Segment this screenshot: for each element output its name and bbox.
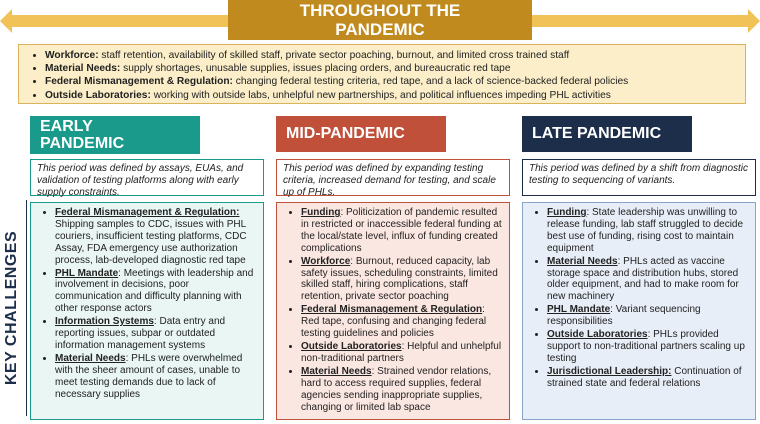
early-title-line-2: PANDEMIC — [40, 135, 125, 152]
challenge-text: : State leadership was unwilling to release funding, lab staff struggled to decide best use of funding, rising cost to maintain equipment — [547, 207, 744, 254]
challenge-text: Shipping samples to CDC, issues with PHL couriers, insufficient testing platforms, CDC Assay, FDA emergency use authorization process, lab-developed diagnostic red tape — [55, 218, 247, 266]
late-description: This period was defined by a shift from diagnostic testing to sequencing of variants. — [522, 159, 756, 196]
late-pandemic-header: LATE PANDEMIC — [522, 116, 692, 152]
challenge-label: Workforce — [301, 255, 351, 267]
challenge-text: Continuation of strained state and federal relations — [547, 365, 742, 389]
challenge-item — [301, 366, 503, 414]
theme-item — [45, 62, 735, 75]
theme-label: Outside Laboratories: — [45, 89, 151, 101]
challenge-item — [55, 268, 257, 316]
late-challenges-list — [527, 207, 749, 390]
challenge-item — [301, 207, 503, 255]
challenge-item — [301, 256, 503, 304]
challenge-text: : Data entry and reporting issues, subpar or outdated information management systems — [55, 316, 226, 351]
challenge-text: : Strained vendor relations, hard to access required supplies, federal agencies sending inappropriate supplies, changing or limited lab space — [301, 365, 492, 413]
challenge-text: : PHLs acted as vaccine storage space and distribution hubs, stored older equipment, and had to make room for new machinery — [547, 255, 739, 303]
theme-label: Federal Mismanagement & Regulation: — [45, 76, 233, 88]
challenge-text: : PHLs were overwhelmed with the sheer amount of cases, unable to meet testing demands due to lack of necessary supplies — [55, 352, 243, 400]
right-timeline-arrow — [530, 9, 760, 33]
title-line-2: PANDEMIC — [335, 20, 425, 39]
challenge-item — [301, 341, 503, 365]
challenge-item — [547, 329, 749, 365]
challenge-label: Outside Laboratories — [301, 340, 402, 352]
overarching-themes-box — [18, 44, 746, 104]
challenge-text: : Variant sequencing responsibilities — [547, 304, 701, 328]
challenge-item — [547, 366, 749, 390]
challenge-text: : Politicization of pandemic resulted in restricted or inaccessible federal funding at the local/state level, influx of funding created complications — [301, 207, 502, 254]
challenge-item — [55, 353, 257, 401]
mid-challenges-list — [281, 207, 503, 413]
throughout-pandemic-title — [228, 0, 532, 40]
early-challenges-list — [35, 207, 257, 401]
theme-item — [45, 49, 735, 62]
themes-list — [29, 49, 735, 102]
early-title-line-1: EARLY — [40, 118, 93, 135]
challenge-text: : Red tape, confusing and changing federal testing guidelines and policies — [301, 304, 487, 340]
mid-challenges-box — [276, 202, 510, 420]
key-challenges-text: KEY CHALLENGES — [3, 230, 20, 386]
theme-text: supply shortages, unusable supplies, issues placing orders, and bureaucratic red tape — [120, 63, 511, 75]
title-line-1: THROUGHOUT THE — [299, 1, 461, 20]
challenge-label: Outside Laboratories — [547, 329, 648, 341]
challenge-text: : PHLs provided support to non-traditional partners scaling up testing — [547, 329, 745, 364]
challenge-label: Federal Mismanagement & Regulation: — [55, 207, 240, 218]
challenge-label: Material Needs — [55, 352, 126, 364]
challenge-label: Material Needs — [301, 365, 372, 377]
theme-text: staff retention, availability of skilled staff, private sector poaching, burnout, and limited cross trained staff — [98, 50, 570, 61]
side-divider — [26, 200, 27, 416]
early-challenges-box — [30, 202, 264, 420]
challenge-label: Material Needs — [547, 255, 618, 267]
challenge-text: : Meetings with leadership and involvement in decisions, poor communication and difficulty planning with other response actors — [55, 267, 254, 315]
late-challenges-box — [522, 202, 756, 420]
theme-text: working with outside labs, unhelpful new partnerships, and political influences impeding PHL activities — [150, 89, 611, 101]
challenge-label: Funding — [547, 207, 587, 218]
early-pandemic-header — [30, 116, 200, 154]
challenge-label: Funding — [301, 207, 341, 218]
challenge-item — [301, 304, 503, 340]
theme-item — [45, 75, 735, 88]
challenge-text: : Burnout, reduced capacity, lab safety issues, scheduling constraints, limited skilled staff, hiring complications, staff retention, private sector poaching — [301, 255, 498, 303]
early-description: This period was defined by assays, EUAs, and validation of testing platforms along with early supply constraints. — [30, 159, 264, 196]
challenge-text: : Helpful and unhelpful non-traditional partners — [301, 340, 502, 364]
challenge-item — [547, 207, 749, 255]
challenge-label: Information Systems — [55, 316, 154, 328]
key-challenges-side-label — [0, 200, 24, 416]
theme-item — [45, 89, 735, 102]
challenge-item — [55, 316, 257, 352]
theme-label: Material Needs: — [45, 63, 121, 75]
left-timeline-arrow — [0, 9, 230, 33]
challenge-item — [547, 304, 749, 328]
mid-description: This period was defined by expanding testing criteria, increased demand for testing, and scale up of PHLs. — [276, 159, 510, 196]
challenge-item — [547, 256, 749, 304]
challenge-label: Federal Mismanagement & Regulation — [301, 304, 483, 316]
challenge-label: Jurisdictional Leadership: — [547, 365, 672, 377]
mid-pandemic-header: MID-PANDEMIC — [276, 116, 446, 152]
challenge-item — [55, 207, 257, 267]
challenge-label: PHL Mandate — [547, 304, 611, 316]
theme-label: Workforce: — [45, 50, 99, 61]
challenge-label: PHL Mandate — [55, 267, 119, 279]
theme-text: changing federal testing criteria, red tape, and a lack of science-backed federal policies — [232, 76, 629, 88]
